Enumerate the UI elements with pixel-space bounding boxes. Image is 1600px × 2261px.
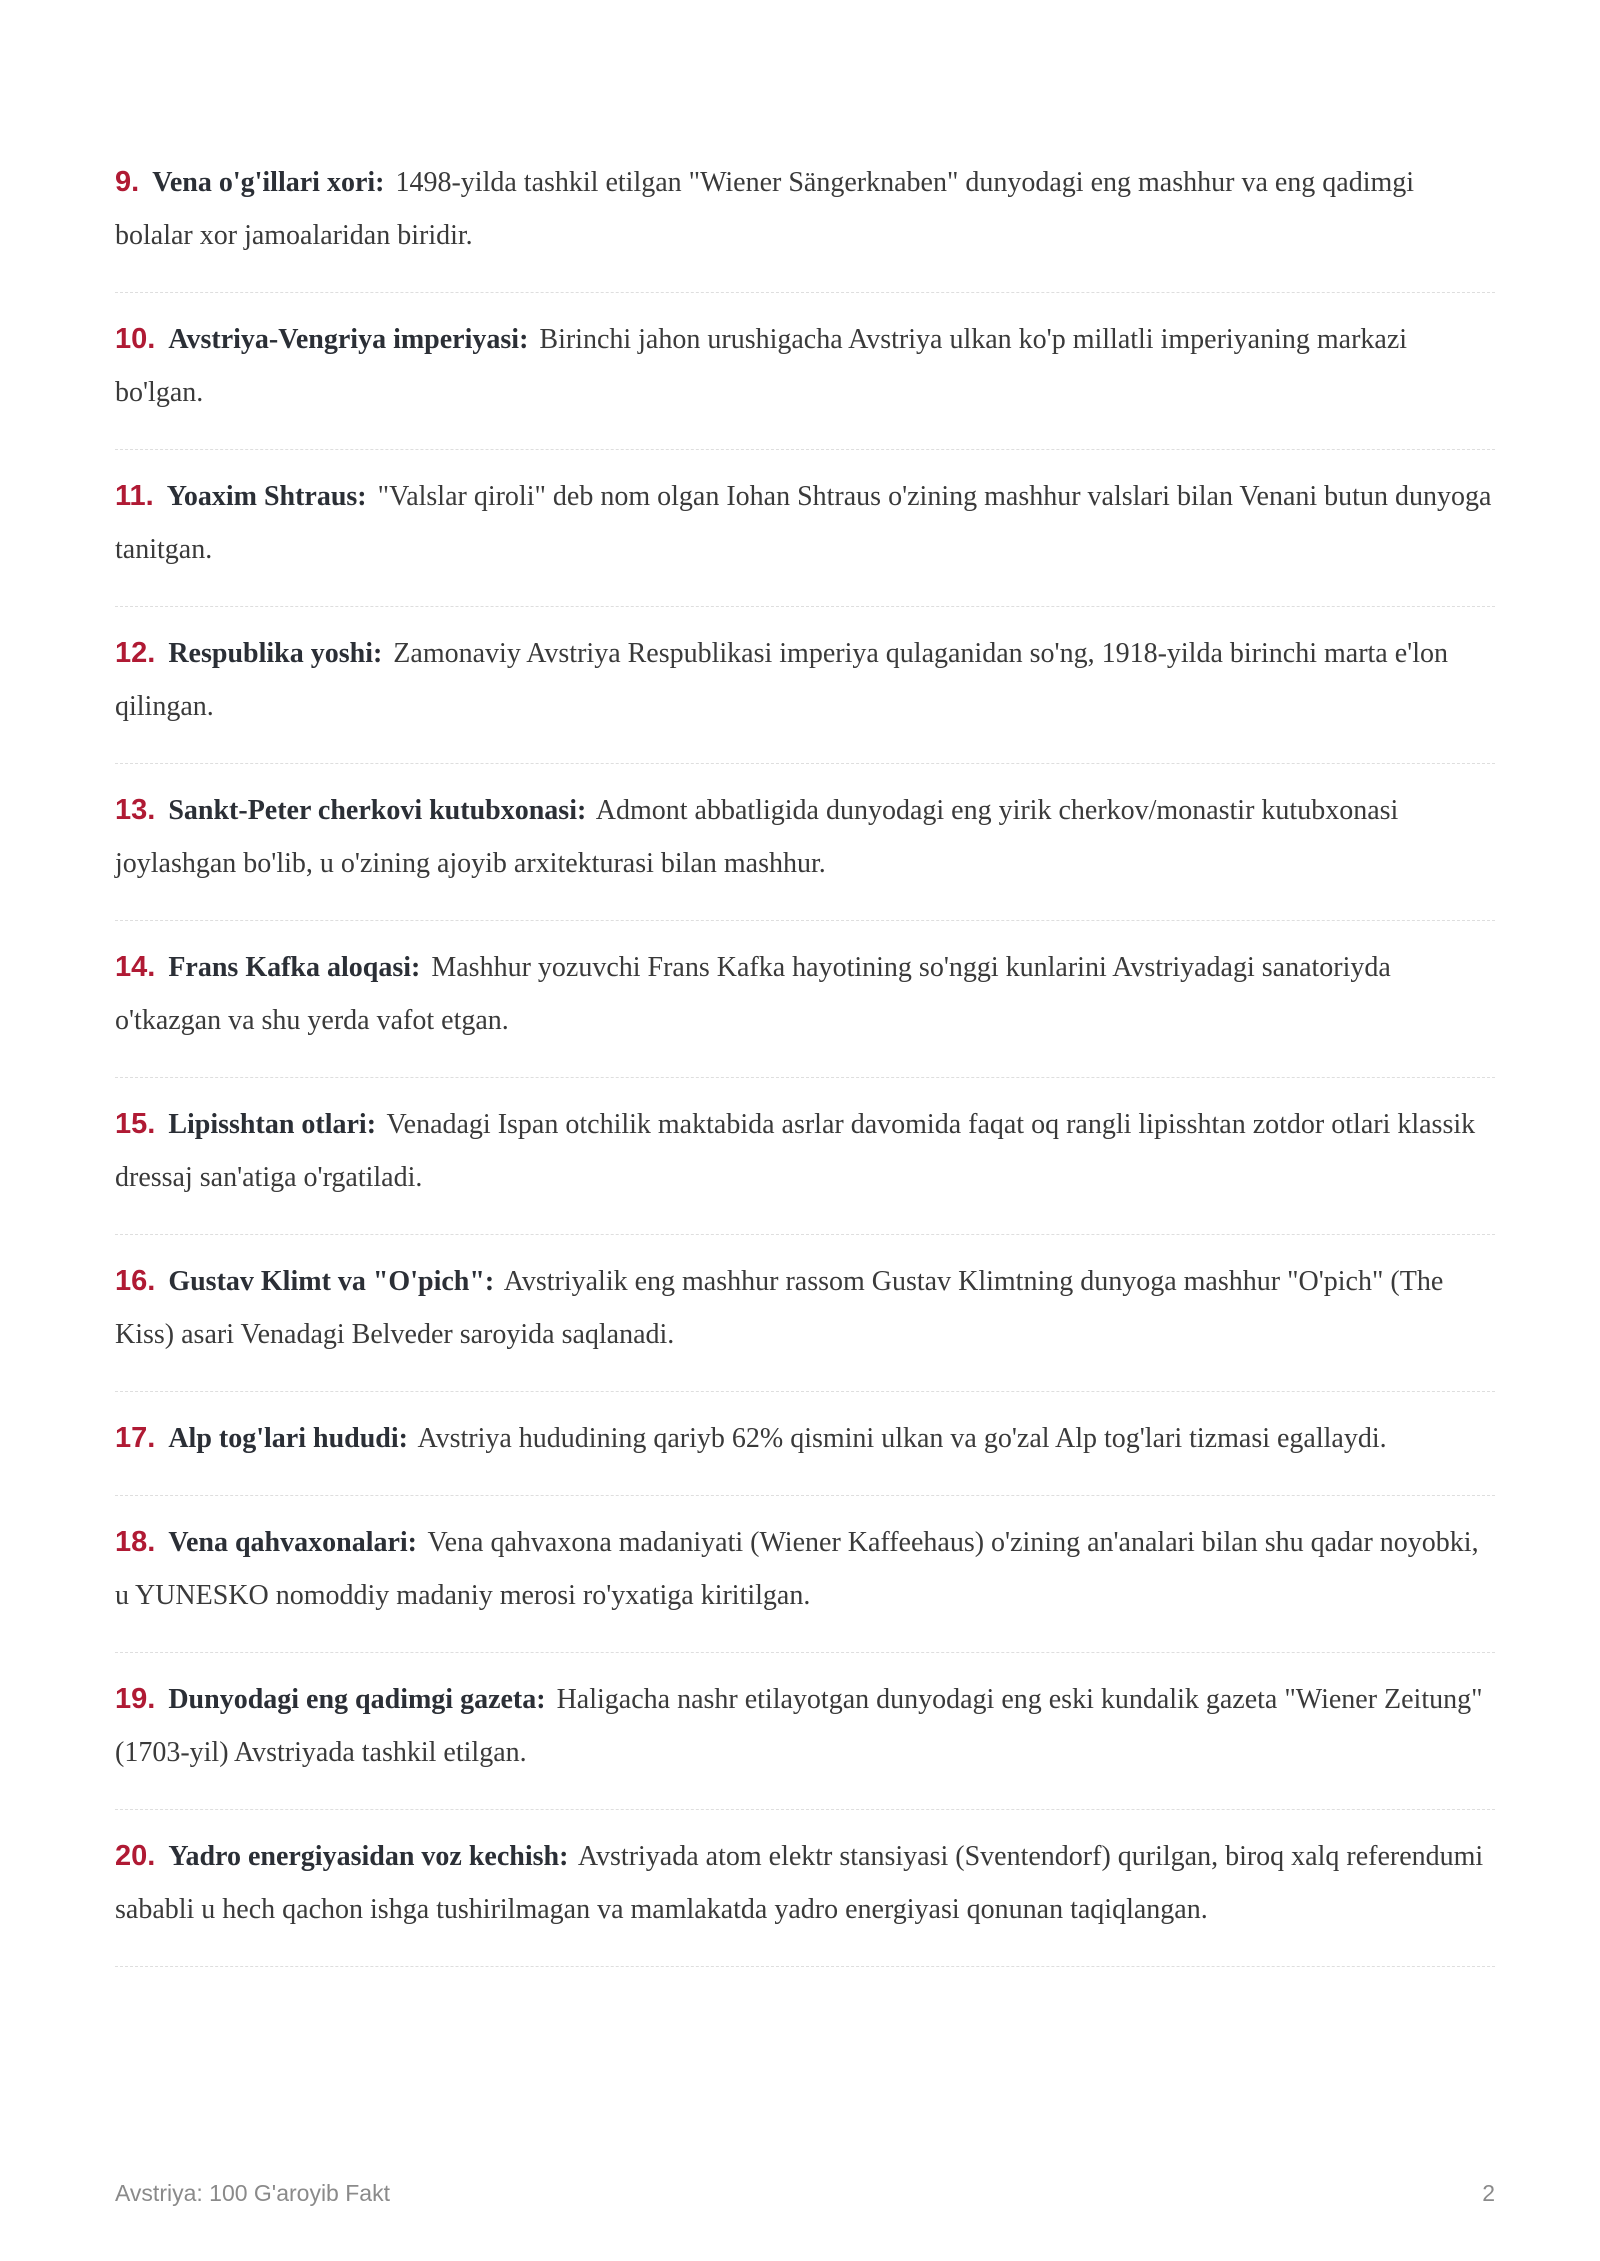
fact-title: Frans Kafka aloqasi: [168, 952, 421, 983]
page-number: 2 [1482, 2180, 1495, 2206]
fact-title: Sankt-Peter cherkovi kutubxonasi: [168, 795, 587, 826]
fact-title: Vena qahvaxonalari: [168, 1527, 418, 1558]
fact-text: Birinchi jahon urushigacha Avstriya ulkan ko'p millatli imperiyaning markazi bo'lgan. [115, 324, 1408, 408]
fact-title: Alp tog'lari hududi: [168, 1423, 408, 1454]
fact-number: 18. [115, 1526, 156, 1558]
fact-text: Venadagi Ispan otchilik maktabida asrlar davomida faqat oq rangli lipisshtan zotdor otlari klassik dressaj san'atiga o'rgatiladi. [115, 1109, 1476, 1193]
fact-text: Admont abbatligida dunyodagi eng yirik cherkov/monastir kutubxonasi joylashgan bo'lib, u o'zining ajoyib arxitekturasi bilan mashhur. [115, 795, 1399, 879]
fact-text: Avstriya hududining qariyb 62% qismini ulkan va go'zal Alp tog'lari tizmasi egallaydi. [417, 1423, 1387, 1454]
fact-number: 9. [115, 166, 140, 198]
fact-number: 12. [115, 637, 156, 669]
document-title: Avstriya: 100 G'aroyib Fakt [115, 2180, 390, 2206]
fact-title: Gustav Klimt va "O'pich": [168, 1266, 495, 1297]
fact-title: Vena o'g'illari xori: [152, 167, 385, 198]
fact-number: 11. [115, 480, 154, 512]
fact-text: Mashhur yozuvchi Frans Kafka hayotining so'nggi kunlarini Avstriyadagi sanatoriyda o'tkazgan va shu yerda vafot etgan. [115, 952, 1391, 1036]
fact-title: Yoaxim Shtraus: [166, 481, 367, 512]
fact-text: 1498-yilda tashkil etilgan "Wiener Sängerknaben" dunyodagi eng mashhur va eng qadimgi bolalar xor jamoalaridan biridir. [115, 167, 1415, 251]
fact-text: Avstriyada atom elektr stansiyasi (Sventendorf) qurilgan, biroq xalq referendumi sababli u hech qachon ishga tushirilmagan va mamlakatda yadro energiyasi qonunan taqiqlangan. [115, 1841, 1484, 1925]
fact-text: "Valslar qiroli" deb nom olgan Iohan Shtraus o'zining mashhur valslari bilan Venani butun dunyoga tanitgan. [115, 481, 1492, 565]
fact-title: Avstriya-Vengriya imperiyasi: [168, 324, 529, 355]
fact-title: Respublika yoshi: [168, 638, 383, 669]
fact-item [115, 1653, 1495, 1810]
fact-number: 15. [115, 1108, 156, 1140]
fact-item [115, 764, 1495, 921]
fact-text: Vena qahvaxona madaniyati (Wiener Kaffeehaus) o'zining an'analari bilan shu qadar noyobki, u YUNESKO nomoddiy madaniy merosi ro'yxatiga kiritilgan. [115, 1527, 1479, 1611]
fact-title: Dunyodagi eng qadimgi gazeta: [168, 1684, 546, 1715]
fact-title: Lipisshtan otlari: [168, 1109, 377, 1140]
fact-item [115, 1810, 1495, 1967]
fact-item [115, 921, 1495, 1078]
fact-number: 17. [115, 1422, 156, 1454]
fact-text: Haligacha nashr etilayotgan dunyodagi eng eski kundalik gazeta "Wiener Zeitung" (1703-yil) Avstriyada tashkil etilgan. [115, 1684, 1483, 1768]
fact-item [115, 1392, 1495, 1496]
fact-item [115, 1235, 1495, 1392]
fact-item [115, 136, 1495, 293]
fact-number: 14. [115, 951, 156, 983]
fact-list [115, 136, 1495, 1967]
fact-title: Yadro energiyasidan voz kechish: [168, 1841, 569, 1872]
fact-text: Avstriyalik eng mashhur rassom Gustav Klimtning dunyoga mashhur "O'pich" (The Kiss) asari Venadagi Belveder saroyida saqlanadi. [115, 1266, 1444, 1350]
fact-number: 16. [115, 1265, 156, 1297]
fact-item [115, 450, 1495, 607]
fact-item [115, 293, 1495, 450]
fact-number: 20. [115, 1840, 156, 1872]
fact-number: 10. [115, 323, 156, 355]
fact-number: 13. [115, 794, 156, 826]
fact-item [115, 1496, 1495, 1653]
fact-number: 19. [115, 1683, 156, 1715]
fact-text: Zamonaviy Avstriya Respublikasi imperiya qulaganidan so'ng, 1918-yilda birinchi marta e'lon qilingan. [115, 638, 1448, 722]
fact-item [115, 1078, 1495, 1235]
fact-item [115, 607, 1495, 764]
page-footer [115, 2180, 1495, 2207]
